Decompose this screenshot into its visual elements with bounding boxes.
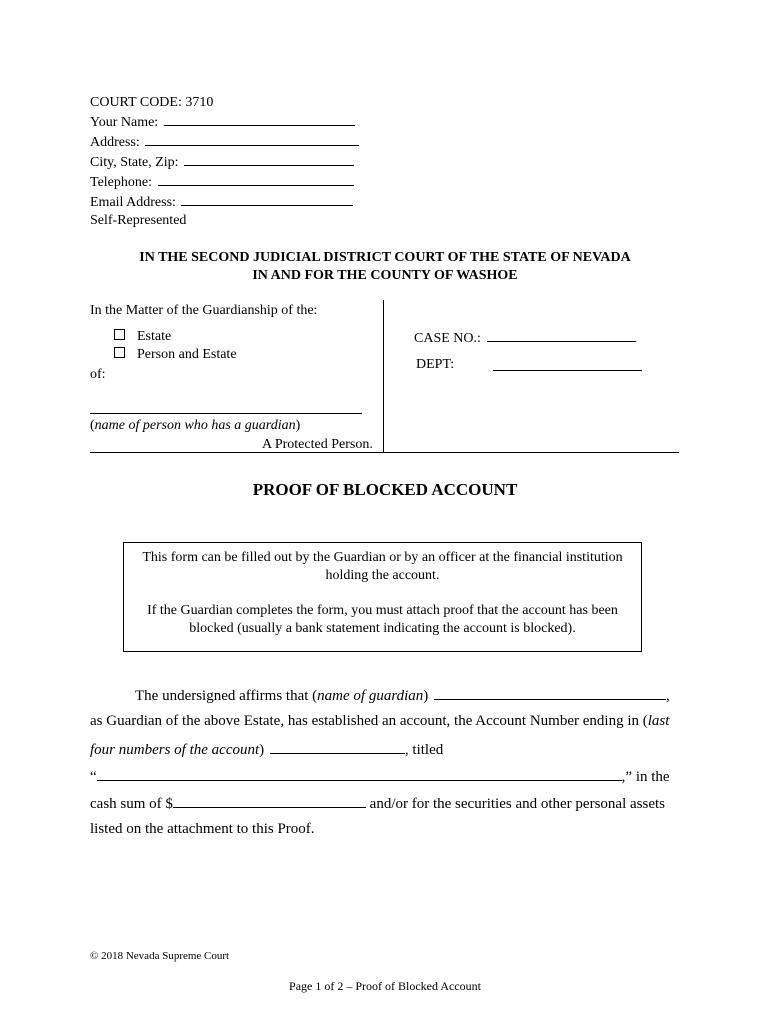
affirmation-line2: [90, 713, 669, 730]
case-no-row: [414, 328, 636, 348]
copyright: © 2018 Nevada Supreme Court: [90, 950, 230, 962]
l1-close-paren: ): [423, 688, 429, 704]
self-represented: Self-Represented: [90, 213, 187, 228]
name-hint-text: name of person who has a guardian: [94, 418, 296, 433]
your-name-label: Your Name:: [90, 115, 159, 130]
court-heading: [60, 249, 710, 285]
guardian-name-field[interactable]: [434, 686, 666, 700]
l3-close-paren: ): [259, 742, 265, 758]
page-footer: Page 1 of 2 – Proof of Blocked Account: [289, 979, 481, 993]
option-person-and-estate[interactable]: [114, 346, 237, 364]
l1-comma: ,: [666, 688, 670, 704]
city-state-zip-field[interactable]: [184, 152, 354, 166]
affirmation-line1: [135, 686, 670, 705]
of-label: of:: [90, 367, 106, 382]
account-number-field[interactable]: [270, 740, 405, 754]
court-heading-line2: IN AND FOR THE COUNTY OF WASHOE: [252, 268, 518, 283]
dept-field[interactable]: [493, 370, 642, 371]
city-state-zip-row: [90, 152, 390, 172]
caption-bottom-rule: [90, 452, 679, 453]
affirmation-line5: [90, 794, 665, 813]
court-heading-line1: IN THE SECOND JUDICIAL DISTRICT COURT OF THE STATE OF NEVADA: [139, 250, 631, 265]
your-name-row: [90, 112, 390, 132]
notice-para1: This form can be filled out by the Guardian or by an officer at the financial institution holding the account.: [142, 550, 623, 583]
matter-label: In the Matter of the Guardianship of the:: [90, 303, 318, 318]
telephone-field[interactable]: [158, 172, 354, 186]
caption-vertical-divider: [383, 300, 384, 453]
affirmation-line3: [90, 740, 443, 759]
party-info-block: [90, 94, 390, 230]
affirmation-line4: [90, 767, 670, 786]
option-estate[interactable]: [114, 328, 171, 346]
l5-pre: cash sum of $: [90, 796, 173, 812]
option-person-estate-label: Person and Estate: [137, 347, 237, 362]
email-label: Email Address:: [90, 195, 176, 210]
l2-italic: last: [647, 713, 670, 729]
name-hint: (name of person who has a guardian): [90, 418, 301, 433]
case-no-field[interactable]: [487, 328, 636, 342]
l3-titled: , titled: [404, 742, 444, 758]
l1-text: The undersigned affirms that (: [135, 688, 318, 704]
guardian-name-hint: name of guardian: [317, 688, 424, 704]
address-label: Address:: [90, 135, 140, 150]
notice-para2: If the Guardian completes the form, you must attach proof that the account has been blocked (usually a bank statement indicating the account is blocked).: [147, 603, 618, 636]
telephone-label: Telephone:: [90, 175, 152, 190]
address-row: [90, 132, 390, 152]
document-title: PROOF OF BLOCKED ACCOUNT: [252, 480, 518, 499]
email-row: [90, 192, 390, 212]
protected-person-label: A Protected Person.: [262, 437, 373, 452]
account-title-field[interactable]: [97, 767, 622, 781]
your-name-field[interactable]: [164, 112, 355, 126]
telephone-row: [90, 172, 390, 192]
account-number-hint: four numbers of the account: [90, 742, 260, 758]
case-no-label: CASE NO.:: [414, 331, 481, 346]
email-field[interactable]: [181, 192, 353, 206]
l4-open-quote: “: [90, 769, 97, 785]
cash-sum-field[interactable]: [173, 794, 366, 808]
court-code: COURT CODE: 3710: [90, 95, 214, 110]
option-estate-label: Estate: [137, 329, 172, 344]
city-state-zip-label: City, State, Zip:: [90, 155, 179, 170]
l2-text: as Guardian of the above Estate, has established an account, the Account Number ending in (: [90, 713, 648, 729]
person-and-estate-checkbox[interactable]: [114, 347, 125, 358]
estate-checkbox[interactable]: [114, 329, 125, 340]
notice-box: [123, 542, 642, 652]
dept-label: DEPT:: [416, 357, 455, 372]
address-field[interactable]: [145, 132, 359, 146]
l5-post: and/or for the securities and other personal assets: [369, 796, 665, 812]
l4-end: ,” in the: [621, 769, 670, 785]
protected-person-name-field[interactable]: [90, 413, 362, 414]
affirmation-line6: listed on the attachment to this Proof.: [90, 821, 315, 837]
